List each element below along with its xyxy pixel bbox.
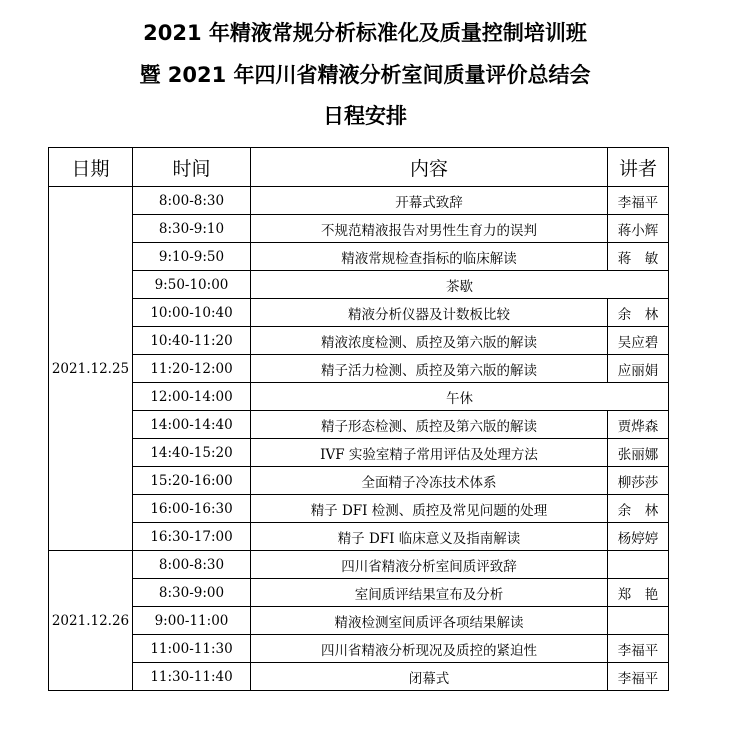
speaker-cell: 余 林 xyxy=(608,495,669,523)
time-cell: 15:20-16:00 xyxy=(133,467,251,495)
content-cell: 室间质评结果宣布及分析 xyxy=(251,579,608,607)
content-cell: 闭幕式 xyxy=(251,663,608,691)
time-cell: 9:00-11:00 xyxy=(133,607,251,635)
content-cell: 精液常规检查指标的临床解读 xyxy=(251,243,608,271)
table-row xyxy=(49,467,669,495)
table-row xyxy=(49,383,669,411)
content-cell: 茶歇 xyxy=(251,271,669,299)
table-row xyxy=(49,663,669,691)
time-cell: 9:50-10:00 xyxy=(133,271,251,299)
time-cell: 14:00-14:40 xyxy=(133,411,251,439)
table-row xyxy=(49,607,669,635)
time-cell: 14:40-15:20 xyxy=(133,439,251,467)
schedule-body xyxy=(49,187,669,691)
time-cell: 16:00-16:30 xyxy=(133,495,251,523)
date-cell: 2021.12.25 xyxy=(49,187,133,551)
speaker-cell: 吴应碧 xyxy=(608,327,669,355)
date-cell: 2021.12.26 xyxy=(49,551,133,691)
speaker-cell: 贾烨森 xyxy=(608,411,669,439)
time-cell: 8:00-8:30 xyxy=(133,551,251,579)
content-cell: 午休 xyxy=(251,383,669,411)
content-cell: 精子 DFI 临床意义及指南解读 xyxy=(251,523,608,551)
speaker-cell: 蒋 敏 xyxy=(608,243,669,271)
content-cell: 不规范精液报告对男性生育力的误判 xyxy=(251,215,608,243)
speaker-cell: 柳莎莎 xyxy=(608,467,669,495)
speaker-cell: 郑 艳 xyxy=(608,579,669,607)
speaker-cell: 应丽娟 xyxy=(608,355,669,383)
title-line-2: 暨 2021 年四川省精液分析室间质量评价总结会 xyxy=(139,63,591,87)
time-cell: 8:30-9:10 xyxy=(133,215,251,243)
column-header-content: 内容 xyxy=(251,148,608,187)
table-row xyxy=(49,299,669,327)
time-cell: 8:00-8:30 xyxy=(133,187,251,215)
time-cell: 11:20-12:00 xyxy=(133,355,251,383)
table-row xyxy=(49,243,669,271)
content-cell: IVF 实验室精子常用评估及处理方法 xyxy=(251,439,608,467)
table-row xyxy=(49,215,669,243)
title-line-1: 2021 年精液常规分析标准化及质量控制培训班 xyxy=(143,21,587,45)
content-cell: 精液分析仪器及计数板比较 xyxy=(251,299,608,327)
content-cell: 精液检测室间质评各项结果解读 xyxy=(251,607,608,635)
speaker-cell: 蒋小辉 xyxy=(608,215,669,243)
table-header-row xyxy=(49,148,669,187)
time-cell: 16:30-17:00 xyxy=(133,523,251,551)
schedule-table xyxy=(48,147,669,691)
column-header-date: 日期 xyxy=(49,148,133,187)
time-cell: 11:00-11:30 xyxy=(133,635,251,663)
content-cell: 精液浓度检测、质控及第六版的解读 xyxy=(251,327,608,355)
time-cell: 10:40-11:20 xyxy=(133,327,251,355)
time-cell: 10:00-10:40 xyxy=(133,299,251,327)
column-header-time: 时间 xyxy=(133,148,251,187)
schedule-heading: 日程安排 xyxy=(323,104,407,128)
table-row xyxy=(49,495,669,523)
table-row xyxy=(49,523,669,551)
content-cell: 精子形态检测、质控及第六版的解读 xyxy=(251,411,608,439)
content-cell: 全面精子冷冻技术体系 xyxy=(251,467,608,495)
time-cell: 11:30-11:40 xyxy=(133,663,251,691)
speaker-cell: 李福平 xyxy=(608,663,669,691)
speaker-cell: 李福平 xyxy=(608,187,669,215)
table-row xyxy=(49,355,669,383)
speaker-cell xyxy=(608,551,669,579)
time-cell: 12:00-14:00 xyxy=(133,383,251,411)
content-cell: 四川省精液分析室间质评致辞 xyxy=(251,551,608,579)
table-row xyxy=(49,327,669,355)
table-row xyxy=(49,411,669,439)
column-header-speaker: 讲者 xyxy=(608,148,669,187)
table-row xyxy=(49,635,669,663)
table-row xyxy=(49,271,669,299)
speaker-cell: 张丽娜 xyxy=(608,439,669,467)
speaker-cell xyxy=(608,607,669,635)
table-row xyxy=(49,439,669,467)
content-cell: 精子活力检测、质控及第六版的解读 xyxy=(251,355,608,383)
speaker-cell: 李福平 xyxy=(608,635,669,663)
speaker-cell: 余 林 xyxy=(608,299,669,327)
table-row xyxy=(49,579,669,607)
table-row xyxy=(49,187,669,215)
speaker-cell: 杨婷婷 xyxy=(608,523,669,551)
time-cell: 9:10-9:50 xyxy=(133,243,251,271)
table-row xyxy=(49,551,669,579)
content-cell: 精子 DFI 检测、质控及常见问题的处理 xyxy=(251,495,608,523)
content-cell: 四川省精液分析现况及质控的紧迫性 xyxy=(251,635,608,663)
content-cell: 开幕式致辞 xyxy=(251,187,608,215)
time-cell: 8:30-9:00 xyxy=(133,579,251,607)
